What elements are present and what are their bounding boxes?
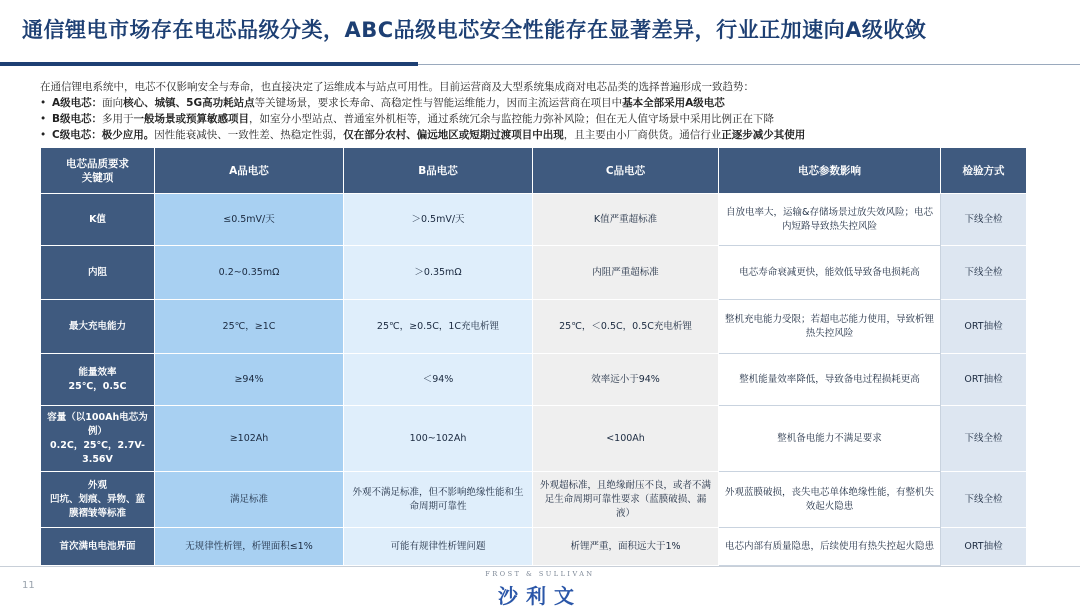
cell-a-grade: 无规律性析锂，析锂面积≤1% — [155, 528, 344, 566]
brand-english-logo: FROST & SULLIVAN — [485, 570, 595, 578]
table-row — [41, 354, 1027, 406]
cell-impact: 自放电率大，运输&存储场景过放失效风险；电芯内短路导致热失控风险 — [719, 194, 941, 246]
bullet-c-grade: • C级电芯：极少应用。因性能衰减快、一致性差、热稳定性弱，仅在部分农村、偏远地区或短期过渡项目中出现，且主要由小厂商供货。通信行业正逐步减少其使用 — [40, 129, 806, 141]
table-row — [41, 528, 1027, 566]
cell-a-grade: ≥102Ah — [155, 406, 344, 472]
table-row — [41, 472, 1027, 528]
row-key: 能量效率 25℃，0.5C — [41, 354, 155, 406]
table-row — [41, 300, 1027, 354]
cell-test-method: 下线全检 — [941, 194, 1027, 246]
cell-c-grade: 效率远小于94% — [533, 354, 719, 406]
page-number: 11 — [22, 580, 35, 591]
cell-c-grade: 25℃，＜0.5C，0.5C充电析锂 — [533, 300, 719, 354]
cell-impact: 外观蓝膜破损，丧失电芯单体绝缘性能，有整机失效起火隐患 — [719, 472, 941, 528]
bullet-dot-icon: • — [40, 129, 47, 141]
cell-b-grade: 25℃，≥0.5C，1C充电析锂 — [344, 300, 533, 354]
header-test-method: 检验方式 — [941, 148, 1027, 194]
header-key-item: 电芯品质要求 关键项 — [41, 148, 155, 194]
bullet-a-grade: • A级电芯：面向核心、城镇、5G高功耗站点等关键场景，要求长寿命、高稳定性与智能运维能力，因而主流运营商在项目中基本全部采用A级电芯 — [40, 97, 725, 109]
row-key: 最大充电能力 — [41, 300, 155, 354]
cell-b-grade: ＜94% — [344, 354, 533, 406]
cell-a-grade: 25℃，≥1C — [155, 300, 344, 354]
row-key: 首次满电电池界面 — [41, 528, 155, 566]
title-rule — [418, 64, 1080, 65]
bullet-dot-icon: • — [40, 97, 47, 109]
cell-impact: 整机能量效率降低，导致备电过程损耗更高 — [719, 354, 941, 406]
cell-b-grade: 100~102Ah — [344, 406, 533, 472]
cell-b-grade: 可能有规律性析锂问题 — [344, 528, 533, 566]
cell-b-grade: ＞0.5mV/天 — [344, 194, 533, 246]
intro-text — [40, 79, 1060, 143]
footer-rule — [0, 566, 1080, 567]
header-b-grade: B品电芯 — [344, 148, 533, 194]
cell-a-grade: ≥94% — [155, 354, 344, 406]
cell-test-method: 下线全检 — [941, 406, 1027, 472]
cell-b-grade: ＞0.35mΩ — [344, 246, 533, 300]
table-row — [41, 246, 1027, 300]
row-key: 容量（以100Ah电芯为例） 0.2C，25℃，2.7V-3.56V — [41, 406, 155, 472]
cell-a-grade: 0.2~0.35mΩ — [155, 246, 344, 300]
page-title: 通信锂电市场存在电芯品级分类，ABC品级电芯安全性能存在显著差异，行业正加速向A级收敛 — [22, 18, 927, 42]
cell-c-grade: K值严重超标准 — [533, 194, 719, 246]
cell-b-grade: 外观不满足标准，但不影响绝缘性能和生命周期可靠性 — [344, 472, 533, 528]
cell-c-grade: 析锂严重，面积远大于1% — [533, 528, 719, 566]
header-impact: 电芯参数影响 — [719, 148, 941, 194]
header-a-grade: A品电芯 — [155, 148, 344, 194]
cell-test-method: ORT抽检 — [941, 528, 1027, 566]
cell-impact: 电芯寿命衰减更快，能效低导致备电损耗高 — [719, 246, 941, 300]
cell-a-grade: ≤0.5mV/天 — [155, 194, 344, 246]
brand-logo: 沙利文 — [498, 584, 582, 608]
table-row — [41, 194, 1027, 246]
cell-impact: 整机备电能力不满足要求 — [719, 406, 941, 472]
cell-impact: 整机充电能力受限；若超电芯能力使用，导致析锂热失控风险 — [719, 300, 941, 354]
intro-lead: 在通信锂电系统中，电芯不仅影响安全与寿命，也直接决定了运维成本与站点可用性。目前运营商及大型系统集成商对电芯品类的选择普遍形成一致趋势： — [40, 81, 754, 93]
cell-test-method: ORT抽检 — [941, 354, 1027, 406]
bullet-b-grade: • B级电芯：多用于一般场景或预算敏感项目，如室分小型站点、普通室外机柜等，通过系统冗余与监控能力弥补风险；但在无人值守场景中采用比例正在下降 — [40, 113, 775, 125]
cell-impact: 电芯内部有质量隐患，后续使用有热失控起火隐患 — [719, 528, 941, 566]
cell-test-method: ORT抽检 — [941, 300, 1027, 354]
cell-c-grade: 内阻严重超标准 — [533, 246, 719, 300]
cell-test-method: 下线全检 — [941, 472, 1027, 528]
header-c-grade: C品电芯 — [533, 148, 719, 194]
cell-test-method: 下线全检 — [941, 246, 1027, 300]
cell-c-grade: <100Ah — [533, 406, 719, 472]
row-key: K值 — [41, 194, 155, 246]
table-row — [41, 406, 1027, 472]
row-key: 内阻 — [41, 246, 155, 300]
cell-c-grade: 外观超标准，且绝缘耐压不良，或者不满足生命周期可靠性要求（蓝膜破损、漏液） — [533, 472, 719, 528]
table-header-row — [41, 148, 1027, 194]
row-key: 外观 凹坑、划痕、异物、蓝膜褶皱等标准 — [41, 472, 155, 528]
cell-a-grade: 满足标准 — [155, 472, 344, 528]
bullet-dot-icon: • — [40, 113, 47, 125]
cell-grade-table — [40, 147, 1027, 566]
title-underline — [0, 62, 418, 66]
